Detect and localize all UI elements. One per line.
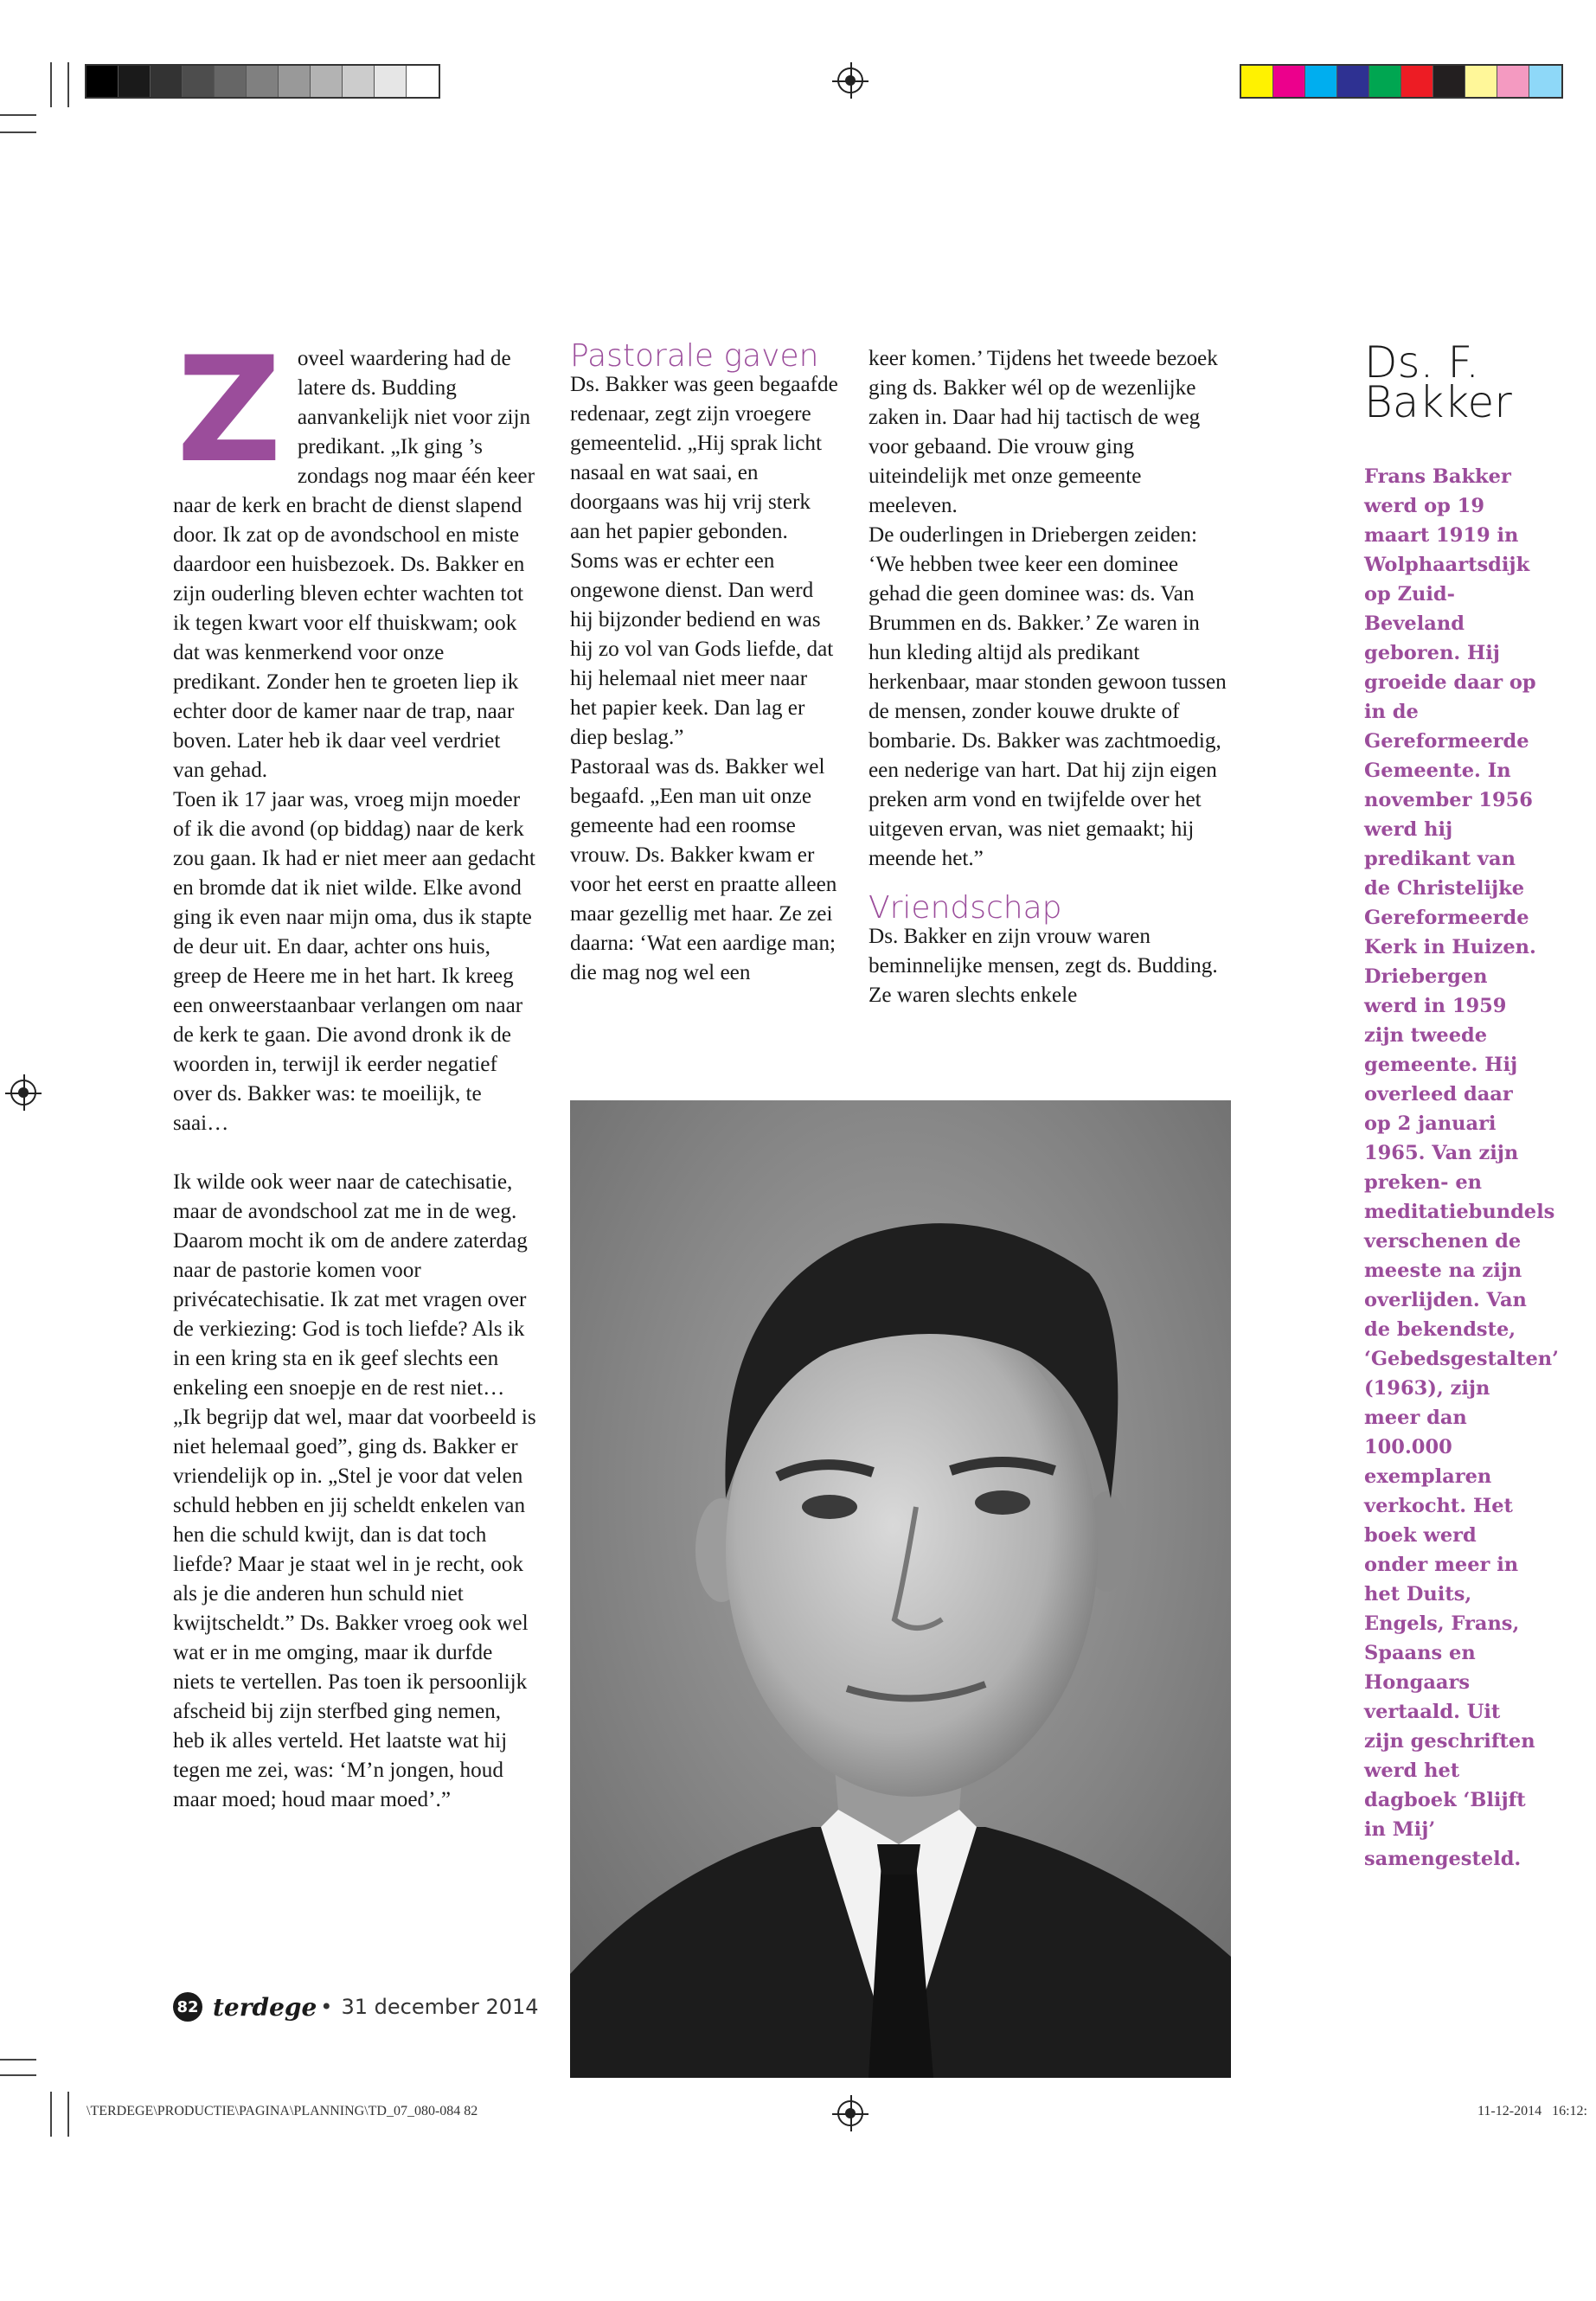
registration-mark-icon [10,1080,36,1106]
crop-mark [0,2059,36,2061]
article-column-3 [869,344,1232,1010]
drop-cap: Z [176,325,282,495]
issue-date: 31 december 2014 [341,1995,539,2019]
paragraph: Toen ik 17 jaar was, vroeg mijn moeder of ik die avond (op biddag) naar de kerk zou gaan. Ik had er niet meer aan gedacht en bromde dat ik niet wilde. Elke avond ging ik even naar mijn oma, dus ik stapte de deur uit. En daar, achter ons huis, greep de Heere me in het hart. Ik kreeg een onweerstaanbaar verlangen om naar de kerk te gaan. Die avond dronk ik de woorden in, terwijl ik eerder negatief over ds. Bakker was: te moeilijk, te saai… [173,788,535,1135]
color-swatch [375,66,407,97]
color-swatch [1241,66,1273,97]
color-swatch [343,66,375,97]
magazine-logo: terdege [213,1992,317,2022]
color-swatch [247,66,279,97]
paragraph: Pastoraal was ds. Bakker wel begaafd. „Een man uit onze gemeente had een roomse vrouw. Ds. Bakker kwam er voor het eerst en praatte alleen maar gezellig met haar. Ze zei daarna: ‘Wat een aardige man; die mag nog wel een [570,755,837,984]
sidebar-title-line: Bakker [1364,377,1512,427]
color-swatch [279,66,311,97]
footer-separator: • [320,1995,333,2019]
color-swatch [151,66,183,97]
color-swatch [1369,66,1401,97]
page-footer [173,1990,539,2024]
color-swatch [183,66,215,97]
crop-mark [50,62,52,107]
sidebar-title-line: Ds. F. [1364,337,1479,388]
section-heading-vriendschap: Vriendschap [869,890,1062,926]
color-swatch [1497,66,1529,97]
crop-mark [0,114,36,116]
color-swatch [87,66,119,97]
crop-mark [0,131,36,133]
crop-mark [0,2074,36,2076]
page-number: 82 [173,1992,202,2022]
paragraph: oveel waardering had de latere ds. Budding aanvankelijk niet voor zijn predikant. „Ik ging ’s zondags nog maar één keer naar de kerk en bracht de dienst slapend door. Ik zat op de avondschool en miste daardoor een huisbezoek. Ds. Bakker en zijn ouderling bleven echter wachten tot ik tegen kwart voor elf thuiskwam; ook dat was kenmerkend voor onze predikant. Zonder hen te groeten liep ik echter door de kamer naar de trap, naar boven. Later heb ik daar veel verdriet van gehad. [173,347,535,782]
color-swatch [1401,66,1433,97]
article-column-2 [570,339,838,988]
color-swatch [215,66,247,97]
color-swatch [1305,66,1337,97]
biography-sidebar-text: Frans Bakker werd op 19 maart 1919 in Wolphaartsdijk op Zuid-Beveland geboren. Hij groeide daar op in de Gereformeerde Gemeente. In november 1956 werd hij predikant van de Christelijke Gereformeerde Kerk in Huizen. Driebergen werd in 1959 zijn tweede gemeente. Hij overleed daar op 2 januari 1965. Van zijn preken- en meditatiebundels verschenen de meeste na zijn overlijden. Van de bekendste, ‘Gebedsgestalten’ (1963), zijn meer dan 100.000 exemplaren verkocht. Het boek werd onder meer in het Duits, Engels, Frans, Spaans en Hongaars vertaald. Uit zijn geschriften werd het dagboek ‘Blijft in Mij’ samengesteld. [1364,465,1559,1870]
paragraph: Ik wilde ook weer naar de catechisatie, maar de avondschool zat me in de weg. Daarom mocht ik om de andere zaterdag naar de pastorie komen voor privécatechisatie. Ik zat met vragen over de verkiezing: God is toch liefde? Als ik in een kring sta en ik geef slechts een enkeling een snoepje en de rest niet… „Ik begrijp dat wel, maar dat voorbeeld is niet helemaal goed”, ging ds. Bakker er vriendelijk op in. „Stel je voor dat velen schuld hebben en jij scheldt enkelen van hen die schuld kwijt, dan is dat toch liefde? Maar je staat wel in je recht, ook als je die anderen hun schuld niet kwijtscheldt.” Ds. Bakker vroeg ook wel wat er in me omging, maar ik durfde niets te vertellen. Pas toen ik persoonlijk afscheid bij zijn sterfbed ging nemen, heb ik alles verteld. Het laatste wat hij tegen me zei, was: ‘M’n jongen, houd maar moed; houd maar moed’.” [173,1170,536,1811]
crop-mark [50,2092,52,2137]
crop-mark [67,2092,69,2137]
paragraph: De ouderlingen in Driebergen zeiden: ‘We hebben twee keer een dominee gehad die geen dominee was: ds. Van Brummen en ds. Bakker.’ Ze waren in hun kleding altijd als predikant herkenbaar, maar stonden gewoon tussen de mensen, zonder kouwe drukte of bombarie. Ds. Bakker was zachtmoedig, een nederige van hart. Dat hij zijn eigen preken arm vond en twijfelde over het uitgeven ervan, was niet gemaakt; hij meende het.” [869,523,1227,870]
file-path-slug: \TERDEGE\PRODUCTIE\PAGINA\PLANNING\TD_07_080-084 82 [87,2104,478,2118]
portrait-photo [570,1100,1231,2078]
color-swatch [407,66,439,97]
color-swatch [1273,66,1305,97]
registration-mark-icon [837,67,863,93]
section-heading-pastorale-gaven: Pastorale gaven [570,338,819,374]
sidebar-title [1364,337,1512,427]
color-swatch [1465,66,1497,97]
color-swatch [1433,66,1465,97]
paragraph: Ds. Bakker en zijn vrouw waren beminnelijke mensen, zegt ds. Budding. Ze waren slechts enkele [869,925,1218,1007]
registration-mark-icon [837,2100,863,2126]
color-swatch [1529,66,1561,97]
process-color-bar [1240,64,1563,99]
color-swatch [311,66,343,97]
paragraph: keer komen.’ Tijdens het tweede bezoek ging ds. Bakker wél op de wezenlijke zaken in. Daar had hij tactisch de weg voor gebaand. Die vrouw ging uiteindelijk met onze gemeente meeleven. [869,347,1218,517]
paragraph: Ds. Bakker was geen begaafde redenaar, zegt zijn vroegere gemeentelid. „Hij sprak licht nasaal en wat saai, en doorgaans was hij vrij sterk aan het papier gebonden. Soms was er echter een ongewone dienst. Dan werd hij bijzonder bediend en was hij zo vol van Gods liefde, dat hij helemaal niet meer naar het papier keek. Dan lag er diep beslag.” [570,373,838,749]
crop-mark [67,62,69,107]
color-swatch [119,66,151,97]
grayscale-color-bar [85,64,440,99]
article-column-1 [173,325,536,1815]
timestamp-slug: 11-12-2014 16:12: [1477,2104,1587,2118]
color-swatch [1337,66,1369,97]
